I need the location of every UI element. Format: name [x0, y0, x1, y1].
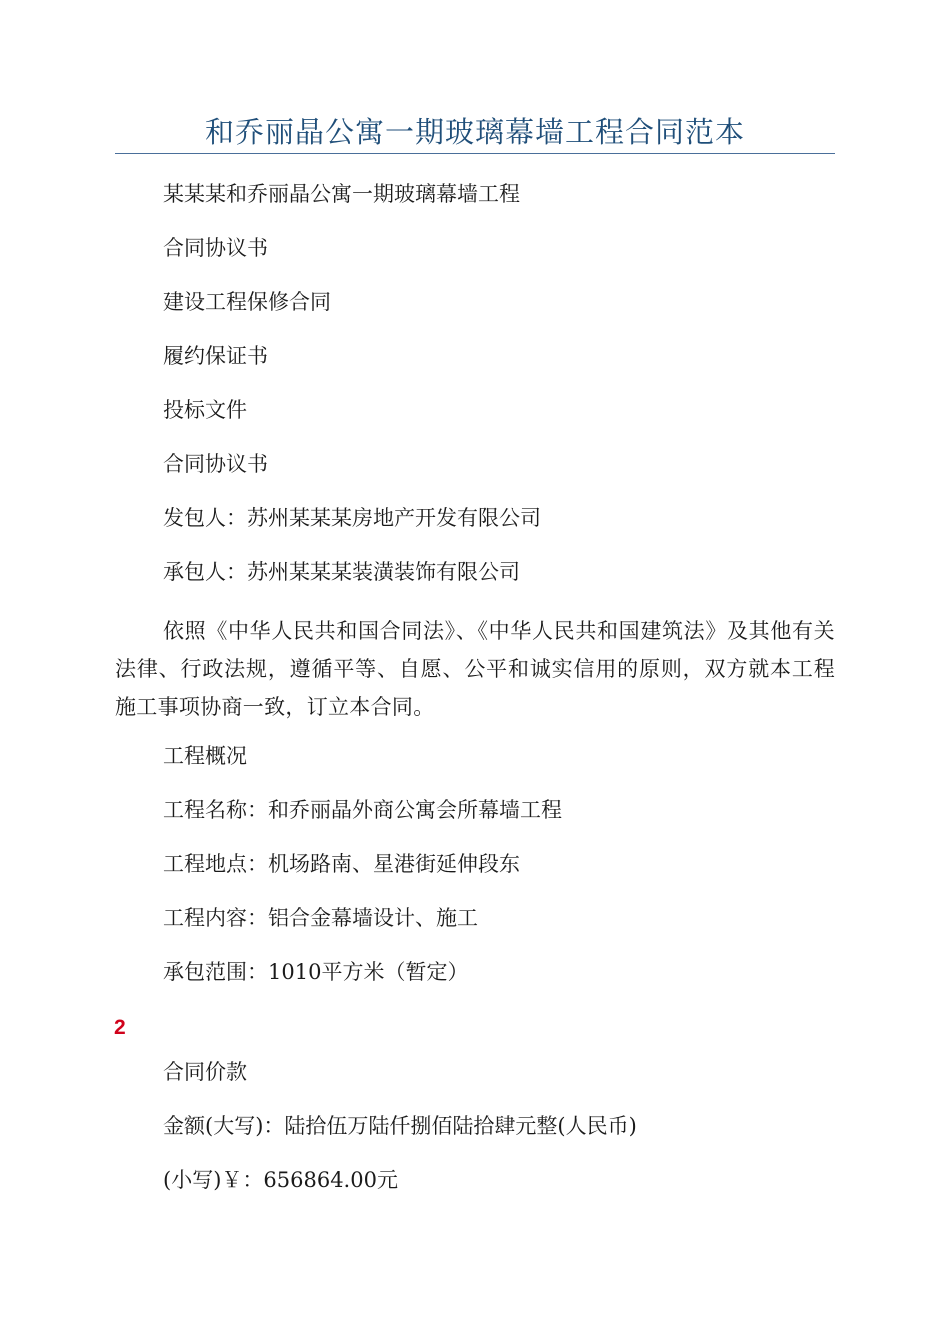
overview-location: 工程地点：机场路南、星港街延伸段东 [163, 852, 520, 876]
toc-item-bid-documents: 投标文件 [163, 398, 247, 422]
price-amount-figures: (小写)￥：656864.00元 [163, 1168, 398, 1192]
toc-item-warranty-contract: 建设工程保修合同 [163, 290, 331, 314]
preamble-paragraph: 依照《中华人民共和国合同法》、《中华人民共和国建筑法》及其他有关法律、行政法规，遵循平等、自愿、公平和诚实信用的原则，双方就本工程施工事项协商一致，订立本合同。 [115, 619, 835, 719]
overview-scope: 承包范围：1010平方米（暂定） [163, 960, 469, 984]
overview-content: 工程内容：铝合金幕墙设计、施工 [163, 906, 478, 930]
overview-project-name: 工程名称：和乔丽晶外商公寓会所幕墙工程 [163, 798, 562, 822]
contractor-line: 承包人：苏州某某某装潢装饰有限公司 [163, 560, 520, 584]
overview-heading: 工程概况 [163, 744, 247, 768]
title-underline [115, 153, 835, 154]
toc-item-agreement: 合同协议书 [163, 236, 268, 260]
section-heading-agreement: 合同协议书 [163, 452, 268, 476]
project-name-line: 某某某和乔丽晶公寓一期玻璃幕墙工程 [163, 182, 520, 206]
price-heading: 合同价款 [163, 1060, 247, 1084]
toc-item-performance-bond: 履约保证书 [163, 344, 268, 368]
employer-line: 发包人：苏州某某某房地产开发有限公司 [163, 506, 541, 530]
page-number: 2 [114, 1016, 126, 1039]
price-amount-words: 金额(大写)：陆拾伍万陆仟捌佰陆拾肆元整(人民币) [163, 1114, 637, 1138]
document-title: 和乔丽晶公寓一期玻璃幕墙工程合同范本 [204, 115, 745, 149]
